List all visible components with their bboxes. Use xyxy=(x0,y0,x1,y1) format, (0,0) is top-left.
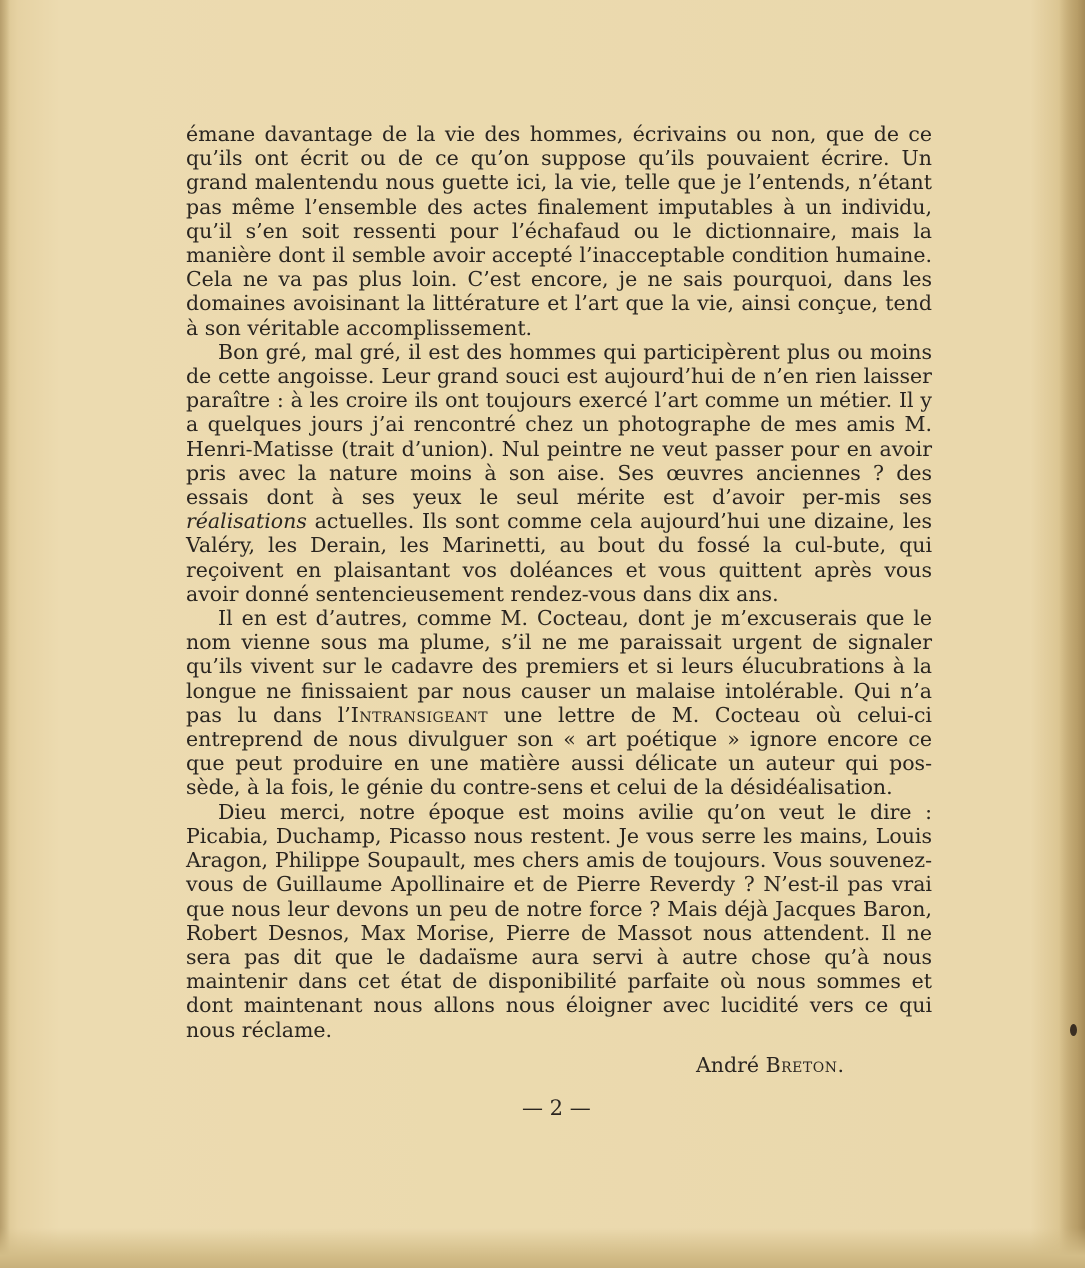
page-edge-bottom xyxy=(0,1228,1085,1268)
page-edge-left xyxy=(0,0,10,1268)
paragraph-2 xyxy=(186,340,932,606)
paragraph-3-part-1: Il en est d’autres, comme M. Cocteau, dont je m’excuserais que le nom vienne sous ma plume, s’il ne me paraissait urgent de signaler qu’ils vivent sur le cadavre des premiers et si leurs élucubrations à la longue ne finissaient par nous causer un malaise intolérable. Qui n’a pas lu dans l’ xyxy=(186,606,932,727)
paragraph-2-italic: réalisations xyxy=(186,509,307,534)
paragraph-2-part-1: Bon gré, mal gré, il est des hommes qui participèrent plus ou moins de cette angoisse. Leur grand souci est aujourd’hui de n’en rien laisser paraître : à les croire ils ont toujours exercé l’art comme un métier. Il y a quelques jours j’ai rencontré chez un photographe de mes amis M. Henri-Matisse (trait d’union). Nul peintre ne veut passer pour en avoir pris avec la nature moins à son aise. Ses œuvres anciennes ? des essais dont à ses yeux le seul mérite est d’avoir per-mis ses xyxy=(186,339,932,510)
paragraph-3 xyxy=(186,606,932,800)
page-number: — 2 — xyxy=(522,1096,591,1120)
signature-last-name: Breton xyxy=(765,1053,838,1077)
signature-first-name: André xyxy=(696,1053,766,1077)
body-text xyxy=(186,122,932,1042)
page-edge-right xyxy=(1059,0,1085,1268)
paragraph-3-part-2: une lettre de M. Cocteau où celui-ci entreprend de nous divulguer son « art poétique » ignore encore ce que peut produire en une matière aussi délicate un auteur qui pos-sède, à la fois, le génie du contre-sens et celui de la désidéalisation. xyxy=(186,702,932,800)
paragraph-3-small-caps: Intransigeant xyxy=(350,702,489,727)
paragraph-4: Dieu merci, notre époque est moins avilie qu’on veut le dire : Picabia, Duchamp, Picasso nous restent. Je vous serre les mains, Louis Aragon, Philippe Soupault, mes chers amis de toujours. Vous souvenez-vous de Guillaume Apollinaire et de Pierre Reverdy ? N’est-il pas vrai que nous leur devons un peu de notre force ? Mais déjà Jacques Baron, Robert Desnos, Max Morise, Pierre de Massot nous attendent. Il ne sera pas dit que le dadaïsme aura servi à autre chose qu’à nous maintenir dans cet état de disponibilité parfaite où nous sommes et dont maintenant nous allons nous éloigner avec lucidité vers ce qui nous réclame. xyxy=(186,799,932,1042)
author-signature xyxy=(696,1053,844,1077)
signature-punct: . xyxy=(837,1053,845,1077)
ink-spot xyxy=(1070,1024,1077,1036)
paragraph-2-part-2: actuelles. Ils sont comme cela aujourd’hui une dizaine, les Valéry, les Derain, les Marinetti, au bout du fossé la cul-bute, qui reçoivent en plaisantant vos doléances et vous quittent après vous avoir donné sentencieusement rendez-vous dans dix ans. xyxy=(186,509,932,606)
paragraph-1: émane davantage de la vie des hommes, écrivains ou non, que de ce qu’ils ont écrit ou de ce qu’on suppose qu’ils pouvaient écrire. Un grand malentendu nous guette ici, la vie, telle que je l’entends, n’étant pas même l’ensemble des actes finalement imputables à un individu, qu’il s’en soit ressenti pour l’échafaud ou le dictionnaire, mais la manière dont il semble avoir accepté l’inacceptable condition humaine. Cela ne va pas plus loin. C’est encore, je ne sais pourquoi, dans les domaines avoisinant la littérature et l’art que la vie, ainsi conçue, tend à son véritable accomplissement. xyxy=(186,122,932,340)
